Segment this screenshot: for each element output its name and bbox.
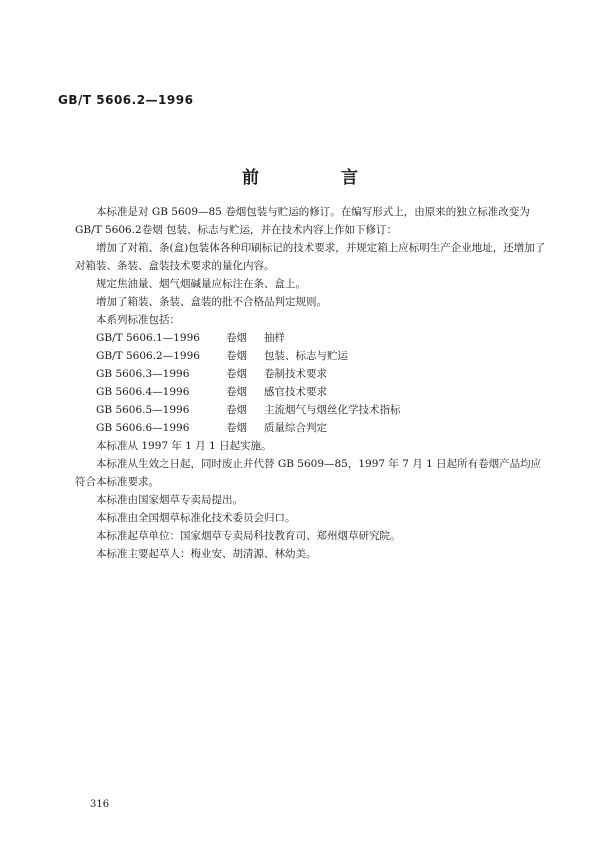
series-name: 主流烟气与烟丝化学技术指标 xyxy=(264,404,401,416)
paragraph-lot-rules: 增加了箱装、条装、盒装的批不合格品判定规则。 xyxy=(96,296,327,308)
series-category: 卷烟 xyxy=(226,386,247,398)
paragraph-supersedes: 本标准从生效之日起，同时废止并代替 GB 5609—85，1997 年 7 月 1 日起所有卷烟产品均应符合本标准要求。 xyxy=(75,458,542,488)
paragraph-proposer: 本标准由国家烟草专卖局提出。 xyxy=(96,494,243,506)
paragraph-revision: 本标准是对 GB 5609—85 卷烟包装与贮运的修订。在编写形式上，由原来的独立标准改变为 GB/T 5606.2卷烟 包装、标志与贮运，并在技术内容上作如下修订： xyxy=(75,206,530,236)
series-name: 包装、标志与贮运 xyxy=(264,350,348,362)
paragraph-effective-date: 本标准从 1997 年 1 月 1 日起实施。 xyxy=(96,440,272,452)
series-item xyxy=(75,383,550,401)
series-category: 卷烟 xyxy=(226,350,247,362)
series-name: 质量综合判定 xyxy=(264,422,327,434)
series-code: GB 5606.3—1996 xyxy=(96,368,190,380)
page-title: 前 言 xyxy=(242,168,396,188)
series-code: GB/T 5606.1—1996 xyxy=(96,332,200,344)
paragraph-drafters: 本标准主要起草人：梅业安、胡清源、林幼美。 xyxy=(96,548,317,560)
standard-number: GB/T 5606.2—1996 xyxy=(58,93,194,107)
paragraph-printing-marks: 增加了对箱、条(盒)包装体各种印刷标记的技术要求，并规定箱上应标明生产企业地址，还增加了对箱装、条装、盒装技术要求的量化内容。 xyxy=(75,242,546,272)
series-category: 卷烟 xyxy=(226,404,247,416)
paragraph-committee: 本标准由全国烟草标准化技术委员会归口。 xyxy=(96,512,296,524)
series-category: 卷烟 xyxy=(226,368,247,380)
series-code: GB 5606.5—1996 xyxy=(96,404,190,416)
series-code: GB 5606.4—1996 xyxy=(96,386,190,398)
series-name: 卷制技术要求 xyxy=(264,368,327,380)
series-category: 卷烟 xyxy=(226,332,247,344)
series-item xyxy=(75,419,550,437)
series-name: 抽样 xyxy=(264,332,285,344)
paragraph-drafting-units: 本标准起草单位：国家烟草专卖局科技教育司、郑州烟草研究院。 xyxy=(96,530,401,542)
page-number: 316 xyxy=(90,799,110,810)
series-item xyxy=(75,347,550,365)
paragraph-series-intro: 本系列标准包括： xyxy=(96,314,180,326)
series-item xyxy=(75,329,550,347)
series-category: 卷烟 xyxy=(226,422,247,434)
paragraph-tar-nicotine: 规定焦油量、烟气烟碱量应标注在条、盒上。 xyxy=(96,278,306,290)
series-item xyxy=(75,365,550,383)
series-code: GB/T 5606.2—1996 xyxy=(96,350,200,362)
series-name: 感官技术要求 xyxy=(264,386,327,398)
series-code: GB 5606.6—1996 xyxy=(96,422,190,434)
series-item xyxy=(75,401,550,419)
foreword-body xyxy=(75,203,550,563)
